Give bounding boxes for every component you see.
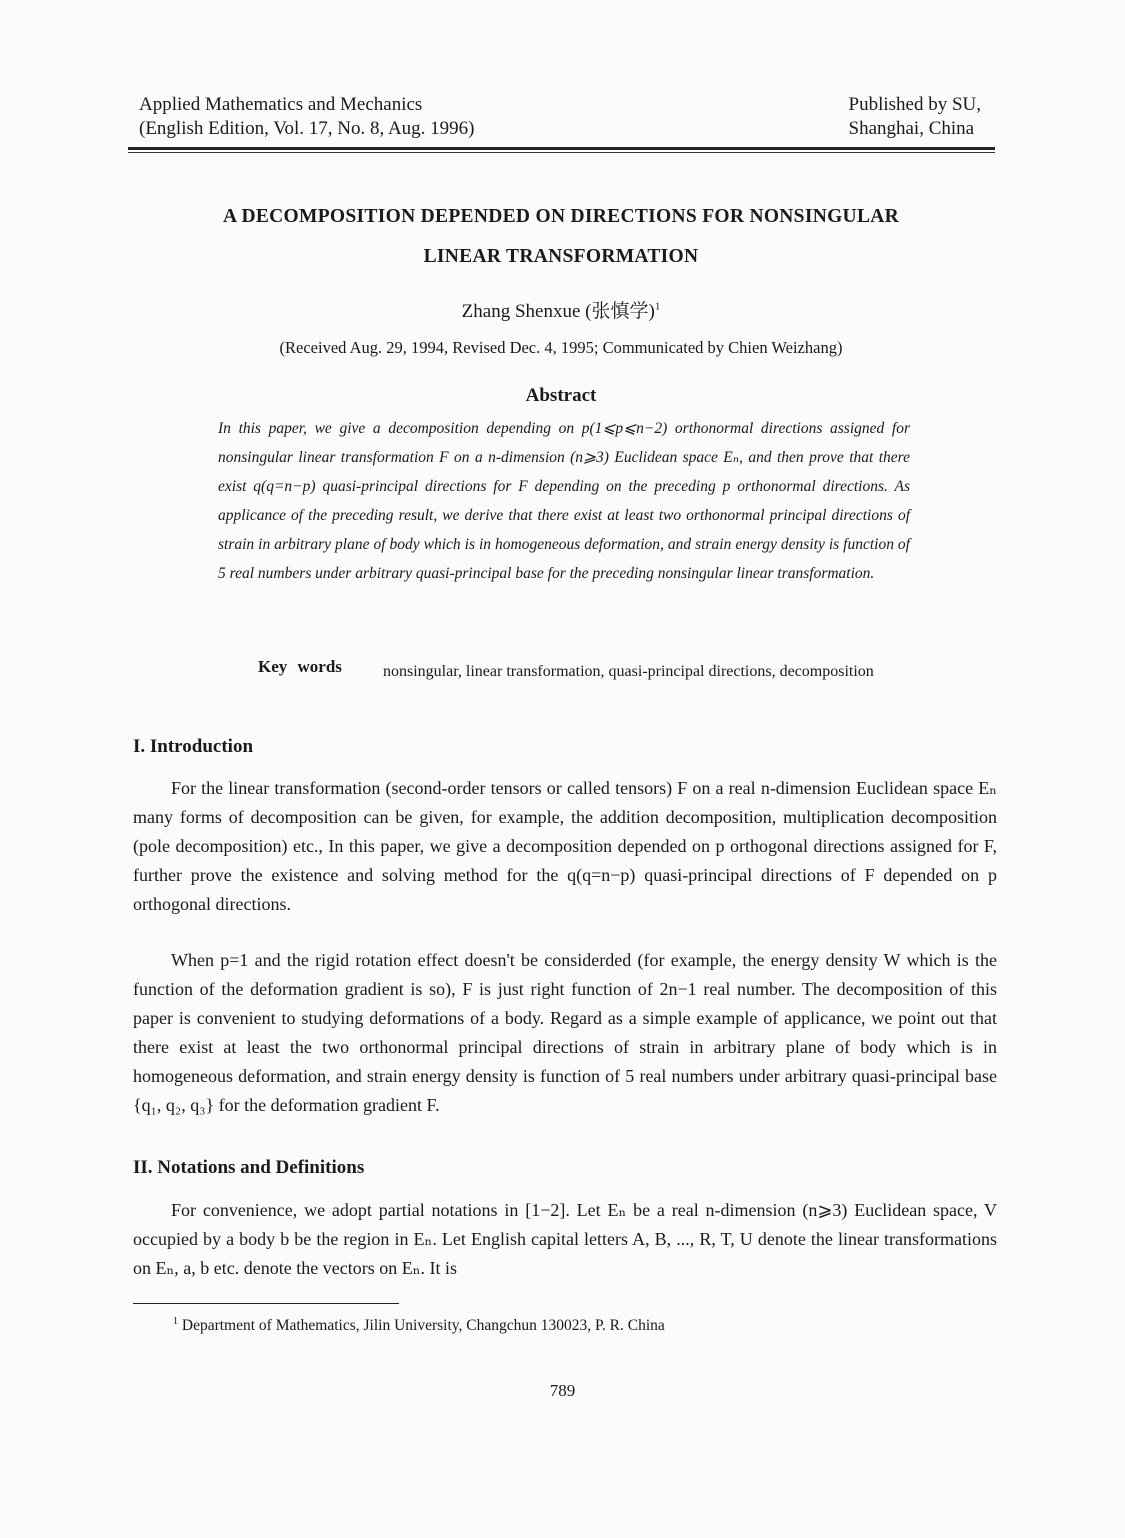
header-rule-thick	[128, 147, 995, 150]
notations-paragraph-1: For convenience, we adopt partial notations in [1−2]. Let Eₙ be a real n-dimension (n⩾3) Euclidean space, V occupied by a body b be the region in Eₙ. Let English capital letters A, B, ..., R, T, U denote the linear transformations on Eₙ, a, b etc. denote the vectors on Eₙ. It is	[133, 1200, 997, 1278]
section-heading-notations: II. Notations and Definitions	[133, 1157, 365, 1178]
abstract-text: In this paper, we give a decomposition depending on p(1⩽p⩽n−2) orthonormal directions assigned for nonsingular linear transformation F on a n-dimension (n⩾3) Euclidean space Eₙ, and then prove that there exist q(q=n−p) quasi-principal directions for F depending on the preceding p orthonormal directions. As applicance of the preceding result, we derive that there exist at least two orthonormal principal directions of strain in arbitrary plane of body which is in homogeneous deformation, and strain energy density is function of 5 real numbers under arbitrary quasi-principal base for the preceding nonsingular linear transformation.	[218, 420, 910, 582]
running-header	[133, 93, 995, 139]
publisher-city: Shanghai, China	[848, 118, 975, 139]
abstract-heading: Abstract	[525, 385, 597, 406]
header-rule-thin	[128, 152, 995, 153]
section-heading-introduction: I. Introduction	[133, 736, 254, 757]
publisher-name: Published by SU,	[848, 94, 981, 115]
publisher-info	[849, 93, 982, 141]
paper-title-line2: LINEAR TRANSFORMATION	[423, 246, 699, 267]
footnote-rule	[133, 1303, 399, 1304]
journal-citation	[139, 93, 475, 141]
keywords-text: nonsingular, linear transformation, quasi-principal directions, decomposition	[383, 663, 874, 680]
affiliation-mark: 1	[654, 300, 661, 313]
footnote-mark: 1	[173, 1316, 178, 1327]
author-name: Zhang Shenxue (张慎学)	[461, 301, 655, 322]
journal-name: Applied Mathematics and Mechanics	[139, 94, 423, 115]
footnote	[173, 1316, 665, 1335]
received-dates: (Received Aug. 29, 1994, Revised Dec. 4, 1995; Communicated by Chien Weizhang)	[279, 338, 843, 357]
footnote-text: Department of Mathematics, Jilin University, Changchun 130023, P. R. China	[181, 1317, 665, 1335]
page-number: 789	[549, 1381, 576, 1400]
author-line	[130, 296, 992, 323]
introduction-paragraph-2: When p=1 and the rigid rotation effect doesn't be considerded (for example, the energy density W which is the function of the deformation gradient is so), F is just right function of 2n−1 real number. The decomposition of this paper is convenient to studying deformations of a body. Regard as a simple example of applicance, we point out that there exist at least the two orthonormal principal directions of strain in arbitrary plane of body which is in homogeneous deformation, and strain energy density is function of 5 real numbers under arbitrary quasi-principal base {q₁, q₂, q₃} for the deformation gradient F.	[133, 950, 997, 1115]
introduction-paragraph-1: For the linear transformation (second-order tensors or called tensors) F on a real n-dimension Euclidean space Eₙ many forms of decomposition can be given, for example, the addition decomposition, multiplication decomposition (pole decomposition) etc., In this paper, we give a decomposition depended on p orthogonal directions assigned for F, further prove the existence and solving method for the q(q=n−p) quasi-principal directions of F depended on p orthogonal directions.	[133, 778, 997, 914]
keywords-label: Key words	[258, 657, 342, 676]
paper-title-line1: A DECOMPOSITION DEPENDED ON DIRECTIONS FOR NONSINGULAR	[222, 206, 900, 227]
journal-edition: (English Edition, Vol. 17, No. 8, Aug. 1996)	[139, 118, 475, 139]
